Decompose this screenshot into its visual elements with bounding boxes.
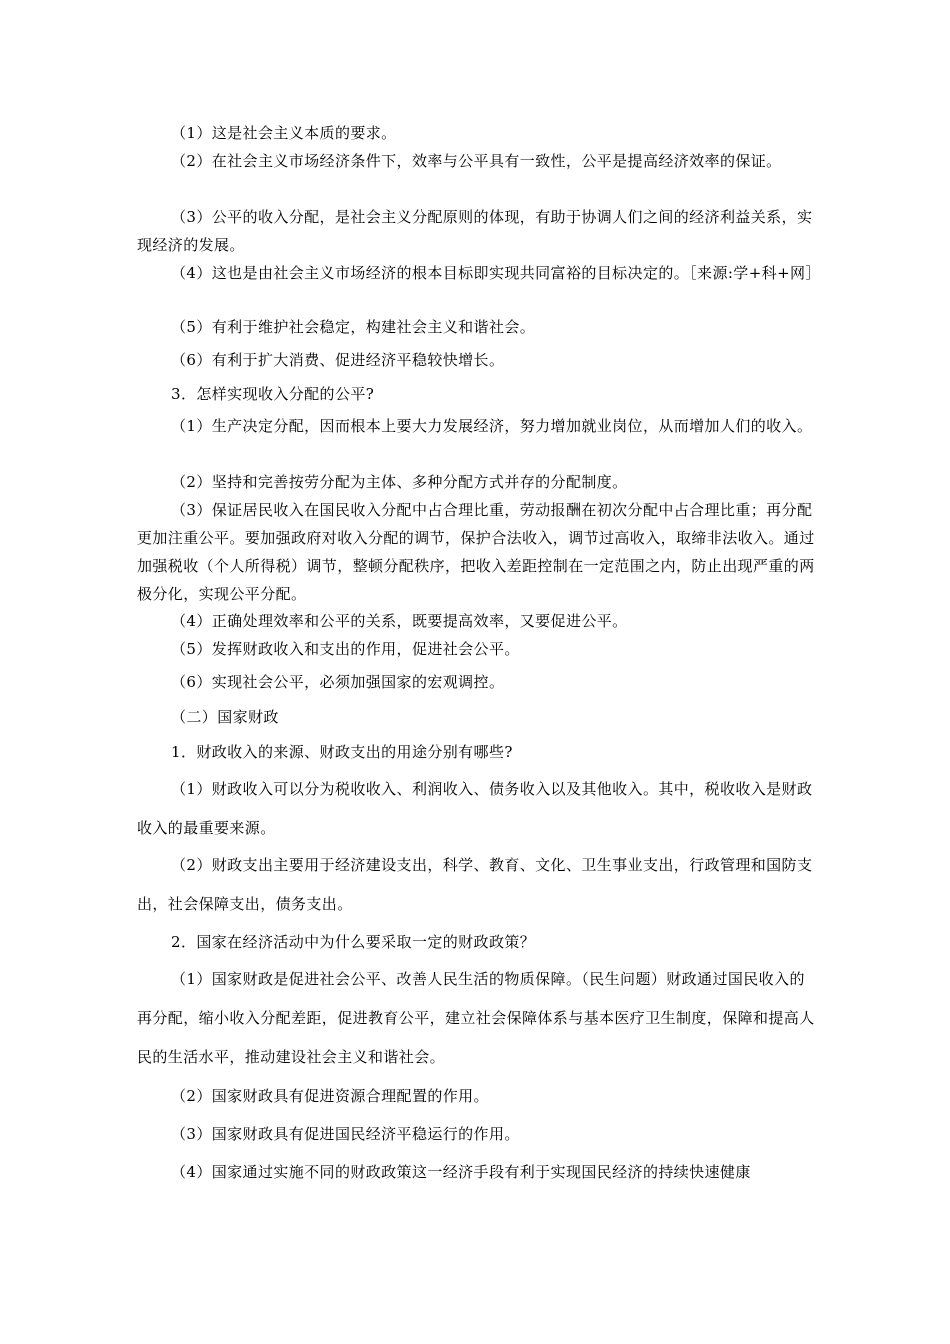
paragraph-13: （1）财政收入可以分为税收收入、利润收入、债务收入以及其他收入。其中，税收收入是财政收入的最重要来源。 <box>137 780 813 837</box>
paragraph-11: （5）发挥财政收入和支出的作用，促进社会公平。 <box>171 640 520 658</box>
paragraph-16: （2）国家财政具有促进资源合理配置的作用。 <box>171 1087 489 1105</box>
paragraph-18: （4）国家通过实施不同的财政政策这一经济手段有利于实现国民经济的持续快速健康 <box>171 1163 751 1181</box>
paragraph-10: （4）正确处理效率和公平的关系，既要提高效率，又要促进公平。 <box>171 612 628 630</box>
paragraph-15: （1）国家财政是促进社会公平、改善人民生活的物质保障。（民生问题）财政通过国民收入的再分配，缩小收入分配差距，促进教育公平，建立社会保障体系与基本医疗卫生制度，保障和提高人民的生活水平，推动建设社会主义和谐社会。 <box>137 970 815 1066</box>
paragraph-7: （1）生产决定分配，因而根本上要大力发展经济，努力增加就业岗位，从而增加人们的收入。 <box>171 417 813 435</box>
paragraph-17: （3）国家财政具有促进国民经济平稳运行的作用。 <box>171 1125 520 1143</box>
paragraph-1: （1）这是社会主义本质的要求。 <box>171 124 397 142</box>
paragraph-14: （2）财政支出主要用于经济建设支出，科学、教育、文化、卫生事业支出，行政管理和国防支出，社会保障支出，债务支出。 <box>137 856 813 913</box>
section-heading-national-finance: （二）国家财政 <box>171 708 279 726</box>
paragraph-2: （2）在社会主义市场经济条件下，效率与公平具有一致性，公平是提高经济效率的保证。 <box>171 152 782 170</box>
question-heading-2: 2．国家在经济活动中为什么要采取一定的财政政策？ <box>171 933 536 951</box>
question-heading-1: 1．财政收入的来源、财政支出的用途分别有哪些? <box>171 743 513 761</box>
paragraph-5: （5）有利于维护社会稳定，构建社会主义和谐社会。 <box>171 318 536 336</box>
paragraph-8: （2）坚持和完善按劳分配为主体、多种分配方式并存的分配制度。 <box>171 473 628 491</box>
paragraph-12: （6）实现社会公平，必须加强国家的宏观调控。 <box>171 673 505 691</box>
question-heading-3: 3．怎样实现收入分配的公平? <box>171 385 375 403</box>
paragraph-3: （3）公平的收入分配，是社会主义分配原则的体现，有助于协调人们之间的经济利益关系，实现经济的发展。 <box>137 208 813 254</box>
paragraph-6: （6）有利于扩大消费、促进经济平稳较快增长。 <box>171 351 505 369</box>
paragraph-4: （4）这也是由社会主义市场经济的根本目标即实现共同富裕的目标决定的。［来源:学+科+网］ <box>171 264 821 282</box>
paragraph-9: （3）保证居民收入在国民收入分配中占合理比重，劳动报酬在初次分配中占合理比重；再分配更加注重公平。要加强政府对收入分配的调节，保护合法收入，调节过高收入，取缔非法收入。通过加强税收（个人所得税）调节，整顿分配秩序，把收入差距控制在一定范围之内，防止出现严重的两极分化，实现公平分配。 <box>137 501 815 603</box>
